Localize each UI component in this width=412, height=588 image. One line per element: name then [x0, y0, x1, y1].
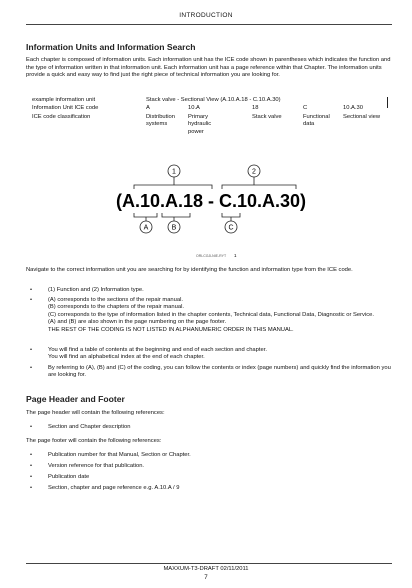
- figure-ref: ORLCGJLNIE-RYT: [196, 254, 227, 258]
- bullet-function-type: (1) Function and (2) Information type.: [48, 287, 144, 293]
- intro-paragraph: Each chapter is composed of information units. Each information unit has the ICE code shown in parentheses which indicates the function and the type of information written in that information unit. Each information unit has a page reference within that Chapter. The information units provide a quick and easy way to find just the right piece of technical information you are looking for.: [26, 57, 391, 79]
- bullet-marker: •: [30, 485, 33, 491]
- ice-code-display: (A.10.A.18 - C.10.A.30): [115, 191, 307, 211]
- header-intro: The page header will contain the following references:: [26, 410, 165, 416]
- footer-item: Publication number for that Manual, Section or Chapter.: [48, 452, 191, 458]
- footer-divider: [26, 563, 392, 564]
- callout-b-label: B: [171, 224, 177, 232]
- footer-intro: The page footer will contain the following references:: [26, 438, 162, 444]
- ice-code-diagram: [0, 155, 412, 267]
- example-label: example information unit: [32, 97, 96, 103]
- class-stack-valve: Stack valve: [252, 114, 282, 120]
- header-item: Section and Chapter description: [48, 424, 131, 430]
- ice-code-label: Information Unit ICE code: [32, 105, 99, 111]
- ice-code-c: C: [303, 105, 308, 111]
- bullet-marker: •: [30, 452, 33, 458]
- callout-c-label: C: [228, 224, 234, 232]
- bullet-contents-index: You will find a table of contents at the beginning and end of each section and chapter. You will find an alphabetical index at the end of each chapter.: [48, 347, 267, 361]
- ice-code-10a: 10.A: [188, 105, 200, 111]
- section-title-header-footer: Page Header and Footer: [26, 394, 125, 404]
- callout-1-label: 1: [172, 168, 176, 176]
- footer-page-number: 7: [204, 574, 208, 581]
- class-primary: Primary hydraulic power: [188, 114, 212, 135]
- ice-code-18: 18: [252, 105, 259, 111]
- bullet-marker: •: [30, 287, 33, 293]
- footer-item: Version reference for that publication.: [48, 463, 145, 469]
- bullet-marker: •: [30, 474, 33, 480]
- callout-a-label: A: [143, 224, 149, 232]
- bullet-marker: •: [30, 424, 33, 430]
- page-header-title: INTRODUCTION: [179, 12, 233, 19]
- bracket-2: [222, 185, 296, 189]
- class-distribution: Distribution systems: [146, 114, 175, 128]
- bullet-marker: •: [30, 347, 33, 353]
- ice-classification-label: ICE code classification: [32, 114, 91, 120]
- bullet-marker: •: [30, 297, 33, 303]
- class-sectional: Sectional view: [343, 114, 381, 120]
- example-value: Stack valve - Sectional View (A.10.A.18 - C.10.A.30): [146, 97, 281, 103]
- navigate-paragraph: Navigate to the correct information unit you are searching for by identifying the function and information type from the ICE code.: [26, 267, 353, 273]
- footer-item: Publication date: [48, 474, 90, 480]
- bullet-code-parts: (A) corresponds to the sections of the repair manual. (B) corresponds to the chapters of the repair manual. (C) corresponds to the type of information listed in the chapter contents, Technical data, Functional Data, Diagnostic or Service. (A) and (B) are also shown in the page numbering on the page footer. THE REST OF THE CODING IS NOT LISTED IN ALPHANUMERIC ORDER IN THIS MANUAL.: [48, 297, 374, 333]
- header-divider: [26, 24, 392, 25]
- ice-code-10a30: 10.A.30: [343, 105, 363, 111]
- footer-publication: MAXXUM-T3-DRAFT 02/11/2011: [163, 566, 249, 572]
- bullet-marker: •: [30, 365, 33, 371]
- bullet-referring: By referring to (A), (B) and (C) of the coding, you can follow the contents or index (page numbers) and quickly find the information you are looking for.: [48, 365, 391, 379]
- bracket-1: [134, 185, 212, 189]
- figure-number: 1: [234, 253, 237, 258]
- bullet-marker: •: [30, 463, 33, 469]
- section-title-information-units: Information Units and Information Search: [26, 42, 196, 52]
- footer-item: Section, chapter and page reference e.g. A.10.A / 9: [48, 485, 180, 491]
- ice-code-a: A: [146, 105, 150, 111]
- class-functional: Functional data: [303, 114, 330, 128]
- callout-2-label: 2: [252, 168, 256, 176]
- change-bar: [387, 97, 388, 108]
